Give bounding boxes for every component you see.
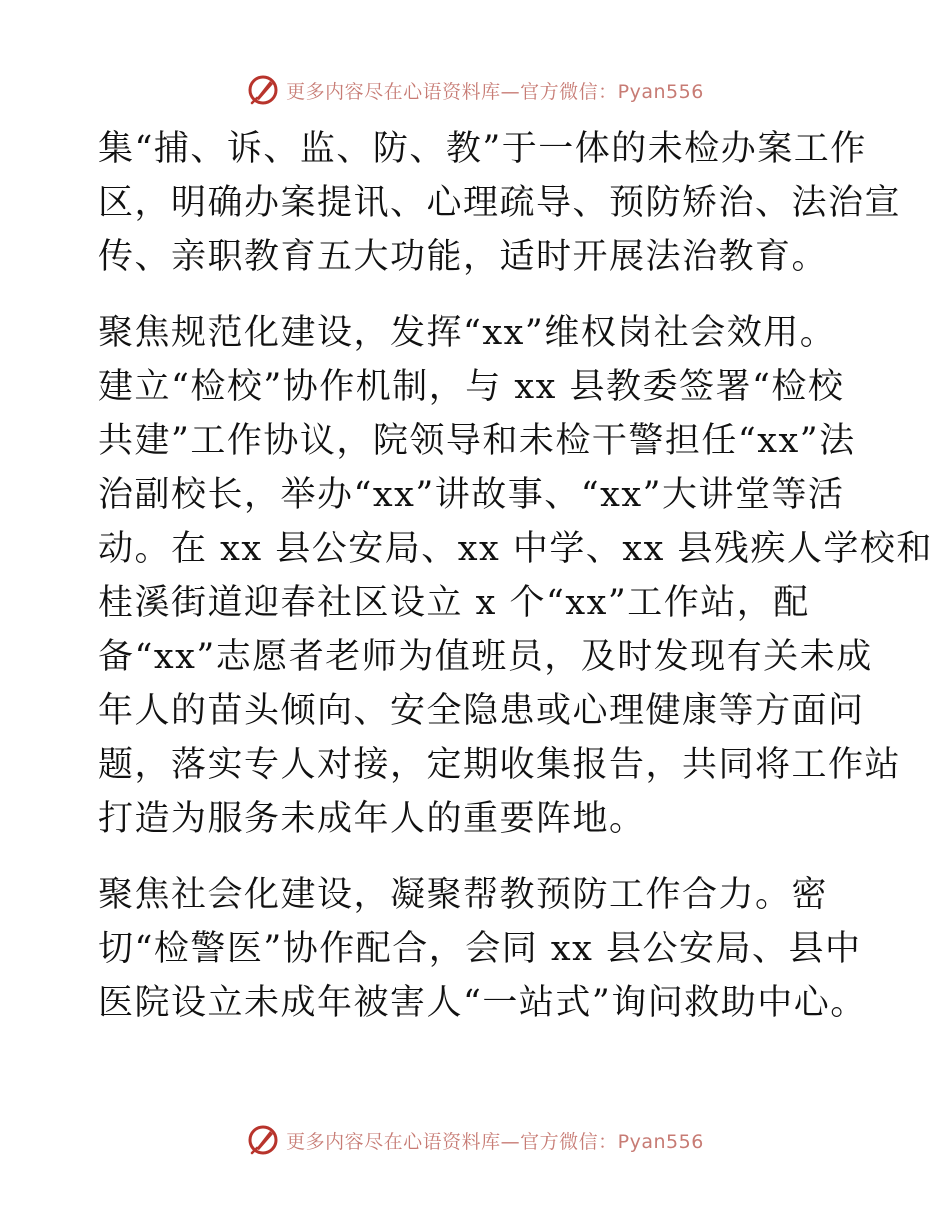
text-line: 区，明确办案提讯、心理疏导、预防矫治、法治宣 [98,183,902,223]
text-line: 动。在 xx 县公安局、xx 中学、xx 县残疾人学校和 [98,529,933,569]
paragraph [98,306,933,846]
text-line: 治副校长，举办“xx”讲故事、“xx”大讲堂等活 [98,475,845,515]
text-line: 聚焦社会化建设，凝聚帮教预防工作合力。密 [98,875,829,915]
text-line: 桂溪街道迎春社区设立 x 个“xx”工作站，配 [98,583,810,623]
watermark-text: 更多内容尽在心语资料库—官方微信：Pyan556 [286,1130,704,1153]
text-line: 题，落实专人对接，定期收集报告，共同将工作站 [98,745,902,785]
text-line: 共建”工作协议，院领导和未检干警担任“xx”法 [98,421,856,461]
text-line: 打造为服务未成年人的重要阵地。 [98,799,646,839]
text-line: 传、亲职教育五大功能，适时开展法治教育。 [98,237,829,277]
watermark-footer [0,1120,950,1160]
quill-logo-icon [246,73,280,107]
text-line: 备“xx”志愿者老师为值班员，及时发现有关未成 [98,637,873,677]
quill-logo-icon [246,1123,280,1157]
text-line: 医院设立未成年被害人“一站式”询问救助中心。 [98,983,867,1023]
watermark-header [0,70,950,110]
watermark-text: 更多内容尽在心语资料库—官方微信：Pyan556 [286,80,704,103]
text-line: 集“捕、诉、监、防、教”于一体的未检办案工作 [98,129,867,169]
document-body [98,122,933,1030]
text-line: 年人的苗头倾向、安全隐患或心理健康等方面问 [98,691,865,731]
text-line: 切“检警医”协作配合，会同 xx 县公安局、县中 [98,929,862,969]
paragraph [98,122,902,284]
text-line: 聚焦规范化建设，发挥“xx”维权岗社会效用。 [98,313,837,353]
text-line: 建立“检校”协作机制，与 xx 县教委签署“检校 [98,367,845,407]
paragraph [98,868,867,1030]
